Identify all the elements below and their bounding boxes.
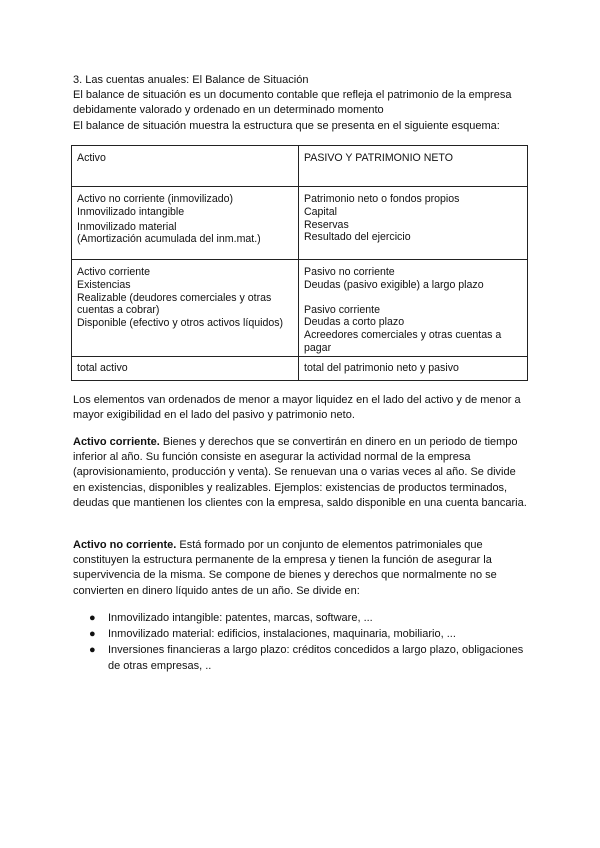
table-total-row	[72, 357, 528, 381]
table-row-no-corriente	[72, 187, 528, 260]
activo-no-corriente-paragraph	[73, 538, 529, 599]
activo-corriente-text: Bienes y derechos que se convertirán en dinero en un periodo de tiempo inferior al año. Su función consiste en asegurar la actividad normal de la empresa (aprovisionamiento, producción y venta). Se renuevan una o varias veces al año. Se divide en existencias, disponibles y realizables. Ejemplos: existencias de productos terminados, deudas que mantienen los clientes con la empresa, saldo disponible en una cuenta bancaria.	[73, 436, 527, 509]
list-item-text: Inmovilizado material: edificios, instalaciones, maquinaria, mobiliario, ...	[108, 628, 456, 641]
bullet-icon: ●	[89, 612, 96, 624]
cell-line: Patrimonio neto o fondos propios	[304, 193, 460, 205]
activo-corriente-term: Activo corriente.	[73, 436, 160, 448]
table-header-row	[72, 146, 528, 187]
cell-patrimonio-neto	[299, 187, 528, 260]
list-item	[73, 611, 529, 626]
bullet-icon: ●	[89, 644, 96, 657]
table-row-corriente	[72, 260, 528, 357]
cell-line: Activo corriente	[77, 266, 151, 278]
intro-line: El balance de situación muestra la estructura que se presenta en el siguiente esquema:	[73, 119, 500, 132]
cell-spacer	[304, 292, 522, 304]
cell-line: Pasivo corriente	[304, 303, 380, 316]
section-heading: 3. Las cuentas anuales: El Balance de Situación	[73, 74, 309, 86]
list-item	[73, 627, 529, 642]
cell-line: Resultado del ejercicio	[304, 231, 411, 244]
cell-line: Deudas (pasivo exigible) a largo plazo	[304, 278, 484, 291]
order-paragraph: Los elementos van ordenados de menor a mayor liquidez en el lado del activo y de menor a mayor exigibilidad en el lado del pasivo y patrimonio neto.	[73, 394, 521, 422]
cell-line: Inmovilizado intangible	[77, 205, 185, 218]
cell-activo-corriente	[72, 260, 299, 357]
cell-line: Realizable (deudores comerciales y otras cuentas a cobrar)	[77, 291, 272, 317]
total-activo: total activo	[72, 357, 299, 381]
balance-table	[71, 145, 528, 381]
cell-line: Pasivo no corriente	[304, 266, 395, 278]
header-activo: Activo	[72, 146, 299, 187]
cell-line: Reservas	[304, 218, 349, 231]
cell-pasivo	[299, 260, 528, 357]
cell-line: Inmovilizado material	[77, 220, 177, 233]
header-pasivo: PASIVO Y PATRIMONIO NETO	[299, 146, 528, 187]
activo-no-corriente-text: Está formado por un conjunto de elementos patrimoniales que constituyen la estructura permanente de la empresa y tienen la función de asegurar la supervivencia de la misma. Se compone de bienes y derechos que normalmente no se convierten en dinero líquido antes de un año. Se divide en:	[73, 539, 497, 597]
cell-activo-no-corriente	[72, 187, 299, 260]
activo-corriente-paragraph	[73, 435, 529, 511]
cell-line: Capital	[304, 205, 337, 218]
list-item	[73, 643, 529, 673]
intro-line: debidamente valorado y ordenado en un determinado momento	[73, 104, 384, 117]
cell-line: Activo no corriente (inmovilizado)	[77, 193, 234, 205]
intro-section	[73, 73, 533, 134]
intro-line: El balance de situación es un documento contable que refleja el patrimonio de la empresa	[73, 89, 512, 102]
bullet-icon: ●	[89, 628, 96, 641]
cell-line: (Amortización acumulada del inm.mat.)	[77, 233, 261, 246]
cell-line: Disponible (efectivo y otros activos líquidos)	[77, 317, 284, 330]
list-item-text: Inversiones financieras a largo plazo: créditos concedidos a largo plazo, obligaciones de otras empresas, ..	[108, 644, 524, 672]
list-item-text: Inmovilizado intangible: patentes, marcas, software, ...	[108, 612, 373, 624]
cell-line: Deudas a corto plazo	[304, 316, 405, 329]
activo-no-corriente-term: Activo no corriente.	[73, 539, 177, 551]
bullet-list	[73, 611, 529, 674]
cell-line: Existencias	[77, 278, 131, 291]
total-pasivo: total del patrimonio neto y pasivo	[299, 357, 528, 381]
cell-line: Acreedores comerciales y otras cuentas a pagar	[304, 329, 502, 354]
